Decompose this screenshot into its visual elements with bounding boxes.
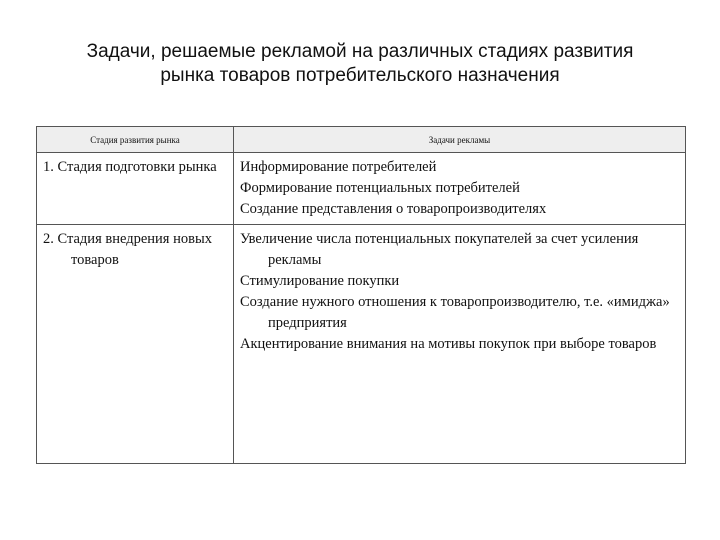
tasks-cell (234, 225, 686, 464)
task-item: Создание нужного отношения к товаропроизводителю, т.е. «имиджа» предприятия (240, 294, 670, 331)
title-line-2: рынка товаров потребительского назначения (160, 65, 560, 86)
task-item: Увеличение числа потенциальных покупателей за счет усиления рекламы (240, 231, 639, 268)
tasks-cell (234, 153, 686, 225)
table-header-row (37, 127, 686, 153)
stage-label: 2. Стадия внедрения новых товаров (43, 231, 212, 268)
header-tasks: Задачи рекламы (234, 127, 686, 153)
table-row (37, 153, 686, 225)
title-line-1: Задачи, решаемые рекламой на различных стадиях развития (86, 41, 634, 62)
tasks-table (36, 126, 686, 464)
table-row (37, 225, 686, 464)
header-stage: Стадия развития рынка (37, 127, 234, 153)
task-item: Создание представления о товаропроизводителях (240, 201, 547, 217)
stage-cell (37, 153, 234, 225)
task-item: Стимулирование покупки (240, 273, 400, 289)
task-item: Информирование потребителей (240, 159, 437, 175)
stage-label: 1. Стадия подготовки рынка (43, 159, 217, 175)
slide-title (20, 40, 700, 88)
task-item: Акцентирование внимания на мотивы покупок при выборе товаров (240, 336, 657, 352)
stage-cell (37, 225, 234, 464)
task-item: Формирование потенциальных потребителей (240, 180, 520, 196)
